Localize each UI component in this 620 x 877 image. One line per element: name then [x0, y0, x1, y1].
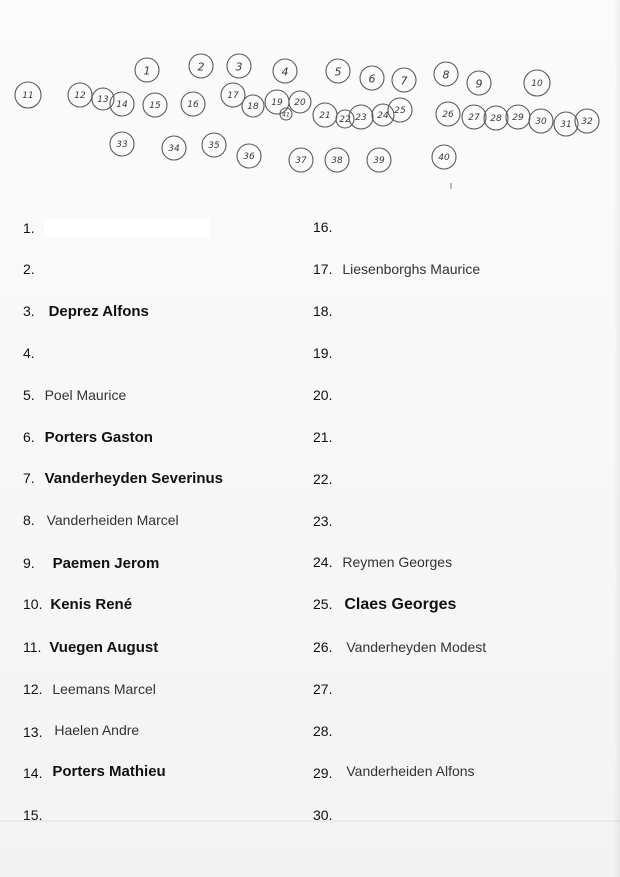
- seating-diagram: [0, 0, 620, 200]
- seat-number: 40: [438, 153, 450, 163]
- entry-name: Paemen Jerom: [52, 555, 160, 572]
- seat-number: 28: [490, 114, 502, 124]
- entry-number: 2.: [23, 261, 35, 277]
- entry-name: Poel Maurice: [44, 387, 127, 403]
- seat-marker: [227, 54, 251, 78]
- entry-name: Vanderheiden Alfons: [346, 763, 475, 779]
- seat-marker: [181, 92, 205, 116]
- seat-number: 20: [294, 98, 306, 108]
- entry-name: Vanderheyden Modest: [346, 639, 487, 655]
- seat-number: 13: [97, 95, 109, 105]
- entry-number: 4.: [23, 345, 35, 361]
- list-item: [23, 301, 149, 321]
- list-item: [313, 637, 486, 657]
- list-item: [313, 805, 336, 825]
- entry-number: 25.: [313, 596, 333, 612]
- seat-number: 3: [235, 60, 243, 74]
- entry-number: 14.: [23, 765, 43, 781]
- seat-number: 10: [531, 79, 543, 89]
- list-item: [23, 510, 179, 530]
- entry-number: 7.: [23, 470, 35, 486]
- seat-number: 5: [334, 65, 342, 79]
- entry-number: 22.: [313, 471, 333, 487]
- entry-number: 13.: [23, 724, 43, 740]
- entry-number: 27.: [313, 681, 333, 697]
- entry-name: Deprez Alfons: [48, 303, 149, 320]
- list-item: [313, 721, 336, 741]
- entry-number: 24.: [313, 554, 333, 570]
- seat-marker: [325, 148, 349, 172]
- entry-name: Claes Georges: [344, 596, 457, 613]
- entry-name: Kenis René: [50, 596, 133, 613]
- entry-name: Vanderheiden Marcel: [46, 512, 179, 528]
- list-item: [23, 218, 45, 238]
- entry-name: Vuegen August: [49, 639, 159, 656]
- seat-marker: [110, 132, 134, 156]
- seat-number: 14: [116, 100, 128, 110]
- list-item: [23, 637, 158, 657]
- entry-name: Reymen Georges: [342, 554, 453, 570]
- entry-number: 20.: [313, 387, 333, 403]
- seat-marker: [237, 144, 261, 168]
- entry-name: Porters Gaston: [44, 429, 153, 446]
- entry-number: 21.: [313, 429, 333, 445]
- seat-marker: [326, 59, 350, 83]
- entry-number: 9.: [23, 555, 35, 571]
- entry-name: Porters Mathieu: [52, 763, 166, 780]
- seat-marker: [15, 82, 41, 108]
- seat-marker: [506, 105, 530, 129]
- list-item: [23, 679, 156, 699]
- seat-number: 34: [168, 144, 180, 154]
- entry-number: 8.: [23, 512, 35, 528]
- list-item: [23, 594, 132, 614]
- seat-marker: [313, 103, 337, 127]
- seat-number: 15: [149, 101, 161, 111]
- seat-marker: [524, 70, 550, 96]
- entry-number: 17.: [313, 261, 333, 277]
- paper-fold: [0, 820, 620, 822]
- seat-number: 11: [22, 91, 34, 101]
- seat-marker: [432, 145, 456, 169]
- entry-name: Liesenborghs Maurice: [342, 261, 481, 277]
- redaction-box: [44, 219, 209, 237]
- seat-marker: [367, 148, 391, 172]
- entry-number: 16.: [313, 219, 333, 235]
- list-item: [313, 511, 336, 531]
- entry-number: 30.: [313, 807, 333, 823]
- list-item: [313, 594, 456, 614]
- seat-number: 29: [512, 113, 524, 123]
- entry-number: 10.: [23, 596, 43, 612]
- seat-number: 22: [339, 115, 351, 125]
- seat-number: 26: [442, 110, 454, 120]
- list-item: [313, 761, 475, 781]
- seat-number: 2: [197, 60, 205, 74]
- list-item: [313, 385, 336, 405]
- seat-number: 19: [271, 98, 283, 108]
- seat-marker: [110, 92, 134, 116]
- list-item: [23, 343, 39, 363]
- list-item: [23, 259, 39, 279]
- seat-number: 33: [116, 140, 128, 150]
- seat-number: 27: [468, 113, 480, 123]
- seat-number: 37: [295, 156, 307, 166]
- seat-number: 31: [560, 120, 572, 130]
- seat-marker: [289, 91, 311, 113]
- entry-number: 1.: [23, 220, 35, 236]
- seat-marker: [434, 62, 458, 86]
- entry-number: 23.: [313, 513, 333, 529]
- list-item: [23, 553, 159, 573]
- entry-number: 19.: [313, 345, 333, 361]
- seat-number: 30: [535, 117, 547, 127]
- entry-name: Leemans Marcel: [52, 681, 156, 697]
- seat-number: 32: [581, 117, 593, 127]
- seat-marker: [436, 102, 460, 126]
- entry-name: Haelen Andre: [54, 722, 140, 738]
- entry-name: Vanderheyden Severinus: [44, 470, 223, 487]
- seat-marker: [484, 106, 508, 130]
- entry-number: 11.: [23, 639, 42, 655]
- list-item: [23, 761, 166, 781]
- seat-marker: [221, 83, 245, 107]
- seat-number: 24: [377, 111, 389, 121]
- seat-marker: [388, 98, 412, 122]
- seat-marker: [189, 54, 213, 78]
- list-item: [313, 217, 336, 237]
- seat-number: 6: [368, 72, 376, 86]
- seat-number: 4: [281, 65, 289, 79]
- seat-marker: [273, 59, 297, 83]
- entry-number: 29.: [313, 765, 333, 781]
- seat-number: 16: [187, 100, 199, 110]
- list-item: [313, 343, 336, 363]
- list-item: [313, 427, 336, 447]
- seat-marker: [68, 83, 92, 107]
- seat-number: 35: [208, 141, 220, 151]
- seat-number: 23: [355, 113, 367, 123]
- seat-marker: [529, 109, 553, 133]
- seat-marker: [575, 109, 599, 133]
- seat-marker: [467, 71, 491, 95]
- list-item: [23, 427, 153, 447]
- seat-number: 41: [282, 111, 290, 119]
- list-item: [313, 469, 336, 489]
- seat-marker: [462, 105, 486, 129]
- entry-number: 3.: [23, 303, 35, 319]
- list-item: [23, 805, 46, 825]
- seat-number: 9: [475, 77, 483, 91]
- seat-marker: [242, 95, 264, 117]
- seat-number: 39: [373, 156, 385, 166]
- list-item: [313, 301, 336, 321]
- seat-marker: [162, 136, 186, 160]
- seat-marker: [135, 58, 159, 82]
- seat-marker: [289, 148, 313, 172]
- list-item: [23, 385, 126, 405]
- list-item: [313, 259, 480, 279]
- seat-number: 7: [400, 74, 408, 88]
- seat-number: 8: [442, 68, 450, 82]
- seat-marker: [360, 66, 384, 90]
- entry-number: 18.: [313, 303, 333, 319]
- entry-number: 5.: [23, 387, 35, 403]
- list-item: [23, 468, 223, 488]
- seat-number: 17: [227, 91, 239, 101]
- seat-marker: [202, 133, 226, 157]
- entry-number: 28.: [313, 723, 333, 739]
- entry-number: 26.: [313, 639, 333, 655]
- list-item: [23, 720, 139, 740]
- seat-number: 1: [143, 64, 151, 78]
- seat-marker: [265, 90, 289, 114]
- entry-number: 12.: [23, 681, 43, 697]
- list-item: [313, 679, 336, 699]
- entry-number: 15.: [23, 807, 43, 823]
- seat-number: 12: [74, 91, 86, 101]
- seat-number: 18: [247, 102, 259, 112]
- seat-number: 25: [394, 106, 406, 116]
- seat-marker: [392, 68, 416, 92]
- entry-number: 6.: [23, 429, 35, 445]
- seat-number: 38: [331, 156, 343, 166]
- seat-marker: [143, 93, 167, 117]
- seat-marker: [554, 112, 578, 136]
- seat-number: 21: [319, 111, 331, 121]
- seat-marker: [372, 104, 394, 126]
- seat-marker: [336, 110, 354, 128]
- seat-number: 36: [243, 152, 255, 162]
- list-item: [313, 552, 452, 572]
- seat-marker: [349, 105, 373, 129]
